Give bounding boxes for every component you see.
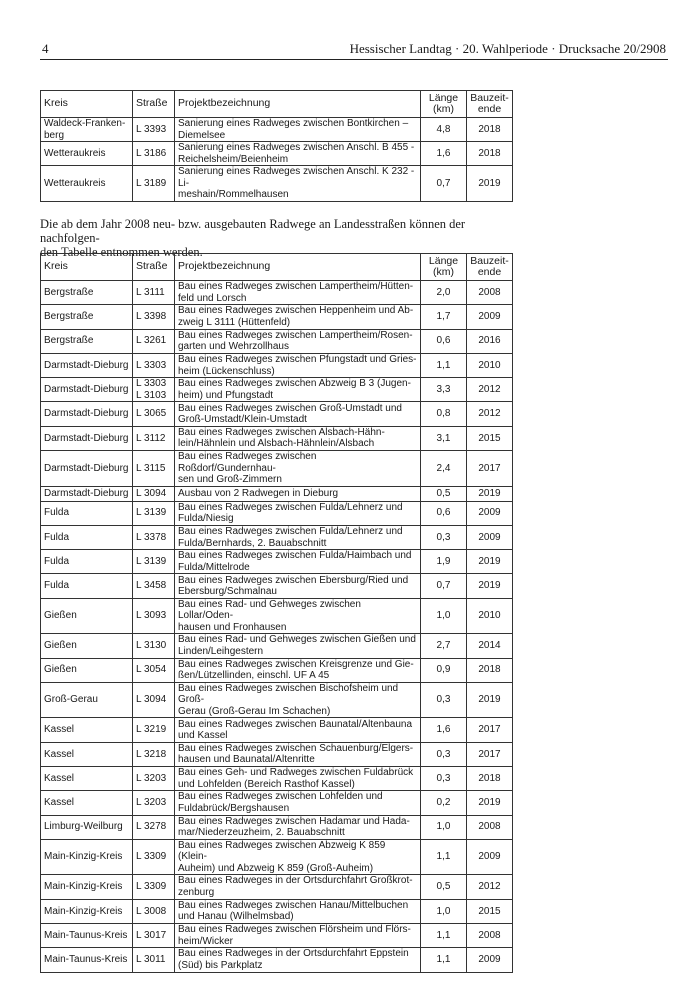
table-row xyxy=(41,574,513,598)
col-header-projekt: Projektbezeichnung xyxy=(175,91,421,118)
table-row xyxy=(41,486,513,501)
cell-strasse: L 3111 xyxy=(133,281,175,305)
cell-strasse: L 3139 xyxy=(133,501,175,525)
cell-kreis: Wetteraukreis xyxy=(41,142,133,166)
cell-projekt: Bau eines Radweges in der Ortsdurchfahrt Großkrot- zenburg xyxy=(175,875,421,899)
intro-paragraph: Die ab dem Jahr 2008 neu- bzw. ausgebauten Radwege an Landesstraßen können der nachfolgen- den Tabelle entnommen werden. xyxy=(40,217,466,259)
table-row xyxy=(41,118,513,142)
cell-strasse: L 3093 xyxy=(133,598,175,634)
cell-strasse: L 3130 xyxy=(133,634,175,658)
cell-ende: 2009 xyxy=(467,839,513,875)
cell-projekt: Bau eines Radweges zwischen Fulda/Lehnerz und Fulda/Bernhards, 2. Bauabschnitt xyxy=(175,525,421,549)
table-row xyxy=(41,682,513,718)
cell-projekt: Sanierung eines Radweges zwischen Anschl. B 455 - Reichelsheim/Beienheim xyxy=(175,142,421,166)
cell-laenge: 1,0 xyxy=(421,899,467,923)
cell-kreis: Wetteraukreis xyxy=(41,166,133,202)
table-cycle-paths-renovation xyxy=(40,90,513,202)
cell-projekt: Bau eines Radweges zwischen Pfungstadt und Gries- heim (Lückenschluss) xyxy=(175,353,421,377)
cell-ende: 2008 xyxy=(467,815,513,839)
cell-laenge: 1,0 xyxy=(421,815,467,839)
cell-projekt: Sanierung eines Radweges zwischen Bontkirchen – Diemelsee xyxy=(175,118,421,142)
cell-kreis: Gießen xyxy=(41,634,133,658)
cell-projekt: Bau eines Radweges zwischen Lohfelden und Fuldabrück/Bergshausen xyxy=(175,791,421,815)
cell-projekt: Bau eines Radweges zwischen Alsbach-Hähn- lein/Hähnlein und Alsbach-Hähnlein/Alsbach xyxy=(175,426,421,450)
cell-projekt: Bau eines Radweges zwischen Fulda/Haimbach und Fulda/Mittelrode xyxy=(175,550,421,574)
cell-laenge: 1,1 xyxy=(421,839,467,875)
cell-kreis: Main-Taunus-Kreis xyxy=(41,948,133,972)
cell-strasse: L 3261 xyxy=(133,329,175,353)
cell-projekt: Bau eines Radweges zwischen Ebersburg/Ried und Ebersburg/Schmalnau xyxy=(175,574,421,598)
cell-ende: 2015 xyxy=(467,426,513,450)
cell-ende: 2012 xyxy=(467,378,513,402)
table-row xyxy=(41,166,513,202)
cell-projekt: Bau eines Radweges zwischen Abzweig K 859 (Klein- Auheim) und Abzweig K 859 (Groß-Auheim) xyxy=(175,839,421,875)
cell-laenge: 2,4 xyxy=(421,451,467,487)
col-header-strasse: Straße xyxy=(133,91,175,118)
cell-ende: 2017 xyxy=(467,451,513,487)
table-row xyxy=(41,402,513,426)
cell-kreis: Darmstadt-Dieburg xyxy=(41,378,133,402)
cell-kreis: Waldeck-Franken-berg xyxy=(41,118,133,142)
cell-laenge: 1,1 xyxy=(421,923,467,947)
cell-laenge: 1,1 xyxy=(421,948,467,972)
cell-ende: 2019 xyxy=(467,682,513,718)
cell-laenge: 0,3 xyxy=(421,682,467,718)
cell-strasse: L 3094 xyxy=(133,682,175,718)
cell-strasse: L 3017 xyxy=(133,923,175,947)
cell-strasse: L 3309 xyxy=(133,839,175,875)
table-row xyxy=(41,305,513,329)
cell-laenge: 0,3 xyxy=(421,742,467,766)
table-row xyxy=(41,426,513,450)
table-row xyxy=(41,899,513,923)
table-row xyxy=(41,550,513,574)
table-header-row xyxy=(41,91,513,118)
table-row xyxy=(41,525,513,549)
cell-laenge: 0,5 xyxy=(421,486,467,501)
cell-strasse: L 3393 xyxy=(133,118,175,142)
cell-kreis: Bergstraße xyxy=(41,281,133,305)
cell-laenge: 0,6 xyxy=(421,501,467,525)
cell-projekt: Bau eines Radweges zwischen Lampertheim/Rosen- garten und Wehrzollhaus xyxy=(175,329,421,353)
col-header-kreis: Kreis xyxy=(41,254,133,281)
table-row xyxy=(41,766,513,790)
cell-kreis: Main-Kinzig-Kreis xyxy=(41,839,133,875)
page-number: 4 xyxy=(42,41,49,56)
col-header-kreis: Kreis xyxy=(41,91,133,118)
cell-projekt: Bau eines Radweges zwischen Hadamar und Hada- mar/Niederzeuzheim, 2. Bauabschnitt xyxy=(175,815,421,839)
cell-ende: 2009 xyxy=(467,525,513,549)
cell-ende: 2018 xyxy=(467,118,513,142)
table-row xyxy=(41,451,513,487)
cell-kreis: Kassel xyxy=(41,718,133,742)
cell-projekt: Bau eines Radweges zwischen Heppenheim und Ab- zweig L 3111 (Hüttenfeld) xyxy=(175,305,421,329)
cell-kreis: Gießen xyxy=(41,598,133,634)
cell-laenge: 1,0 xyxy=(421,598,467,634)
cell-strasse: L 3378 xyxy=(133,525,175,549)
cell-projekt: Bau eines Radweges zwischen Hanau/Mittelbuchen und Hanau (Wilhelmsbad) xyxy=(175,899,421,923)
cell-projekt: Bau eines Radweges zwischen Baunatal/Altenbauna und Kassel xyxy=(175,718,421,742)
cell-kreis: Kassel xyxy=(41,742,133,766)
table-row xyxy=(41,281,513,305)
table-row xyxy=(41,634,513,658)
cell-laenge: 0,5 xyxy=(421,875,467,899)
cell-laenge: 0,9 xyxy=(421,658,467,682)
cell-kreis: Fulda xyxy=(41,501,133,525)
cell-projekt: Bau eines Radweges zwischen Roßdorf/Gundernhau- sen und Groß-Zimmern xyxy=(175,451,421,487)
cell-ende: 2018 xyxy=(467,142,513,166)
table-row xyxy=(41,742,513,766)
cell-kreis: Darmstadt-Dieburg xyxy=(41,451,133,487)
cell-strasse: L 3139 xyxy=(133,550,175,574)
table-header-row xyxy=(41,254,513,281)
cell-strasse: L 3011 xyxy=(133,948,175,972)
cell-strasse: L 3094 xyxy=(133,486,175,501)
cell-strasse: L 3458 xyxy=(133,574,175,598)
table-row xyxy=(41,923,513,947)
cell-strasse: L 3303 L 3103 xyxy=(133,378,175,402)
table-row xyxy=(41,815,513,839)
cell-strasse: L 3309 xyxy=(133,875,175,899)
cell-laenge: 0,3 xyxy=(421,766,467,790)
cell-projekt: Ausbau von 2 Radwegen in Dieburg xyxy=(175,486,421,501)
cell-kreis: Main-Taunus-Kreis xyxy=(41,923,133,947)
cell-projekt: Bau eines Radweges zwischen Flörsheim und Flörs- heim/Wicker xyxy=(175,923,421,947)
cell-ende: 2017 xyxy=(467,742,513,766)
cell-ende: 2012 xyxy=(467,402,513,426)
cell-strasse: L 3278 xyxy=(133,815,175,839)
cell-strasse: L 3219 xyxy=(133,718,175,742)
cell-ende: 2008 xyxy=(467,923,513,947)
table-row xyxy=(41,791,513,815)
cell-ende: 2019 xyxy=(467,166,513,202)
cell-strasse: L 3303 xyxy=(133,353,175,377)
cell-kreis: Darmstadt-Dieburg xyxy=(41,402,133,426)
table-row xyxy=(41,658,513,682)
cell-ende: 2008 xyxy=(467,281,513,305)
table-row xyxy=(41,598,513,634)
cell-laenge: 0,6 xyxy=(421,329,467,353)
cell-ende: 2014 xyxy=(467,634,513,658)
cell-kreis: Fulda xyxy=(41,574,133,598)
cell-strasse: L 3186 xyxy=(133,142,175,166)
col-header-projekt: Projektbezeichnung xyxy=(175,254,421,281)
table-row xyxy=(41,378,513,402)
cell-strasse: L 3203 xyxy=(133,766,175,790)
cell-laenge: 1,1 xyxy=(421,353,467,377)
table-row xyxy=(41,142,513,166)
cell-kreis: Bergstraße xyxy=(41,329,133,353)
cell-laenge: 0,3 xyxy=(421,525,467,549)
cell-ende: 2019 xyxy=(467,791,513,815)
cell-ende: 2017 xyxy=(467,718,513,742)
cell-ende: 2009 xyxy=(467,501,513,525)
cell-projekt: Bau eines Radweges zwischen Bischofsheim und Groß- Gerau (Groß-Gerau Im Schachen) xyxy=(175,682,421,718)
cell-laenge: 0,8 xyxy=(421,402,467,426)
table-row xyxy=(41,839,513,875)
col-header-ende: Bauzeit-ende xyxy=(467,91,513,118)
cell-laenge: 0,7 xyxy=(421,166,467,202)
cell-strasse: L 3054 xyxy=(133,658,175,682)
table-row xyxy=(41,948,513,972)
cell-laenge: 2,0 xyxy=(421,281,467,305)
cell-strasse: L 3203 xyxy=(133,791,175,815)
cell-laenge: 1,6 xyxy=(421,718,467,742)
col-header-laenge: Länge (km) xyxy=(421,254,467,281)
cell-laenge: 1,9 xyxy=(421,550,467,574)
table-cycle-paths-new xyxy=(40,253,513,973)
cell-ende: 2018 xyxy=(467,766,513,790)
page-header xyxy=(40,41,668,60)
cell-strasse: L 3065 xyxy=(133,402,175,426)
cell-kreis: Darmstadt-Dieburg xyxy=(41,426,133,450)
cell-laenge: 1,7 xyxy=(421,305,467,329)
cell-kreis: Darmstadt-Dieburg xyxy=(41,353,133,377)
cell-ende: 2019 xyxy=(467,486,513,501)
cell-ende: 2019 xyxy=(467,550,513,574)
col-header-ende: Bauzeit-ende xyxy=(467,254,513,281)
cell-kreis: Gießen xyxy=(41,658,133,682)
cell-laenge: 0,7 xyxy=(421,574,467,598)
cell-kreis: Fulda xyxy=(41,550,133,574)
cell-projekt: Bau eines Radweges in der Ortsdurchfahrt Eppstein (Süd) bis Parkplatz xyxy=(175,948,421,972)
cell-laenge: 1,6 xyxy=(421,142,467,166)
cell-ende: 2019 xyxy=(467,574,513,598)
cell-projekt: Bau eines Rad- und Gehweges zwischen Gießen und Linden/Leihgestern xyxy=(175,634,421,658)
cell-projekt: Bau eines Radweges zwischen Kreisgrenze und Gie- ßen/Lützellinden, einschl. UF A 45 xyxy=(175,658,421,682)
cell-ende: 2016 xyxy=(467,329,513,353)
cell-projekt: Bau eines Rad- und Gehweges zwischen Lollar/Oden- hausen und Fronhausen xyxy=(175,598,421,634)
cell-kreis: Bergstraße xyxy=(41,305,133,329)
cell-strasse: L 3218 xyxy=(133,742,175,766)
cell-laenge: 4,8 xyxy=(421,118,467,142)
cell-laenge: 0,2 xyxy=(421,791,467,815)
cell-ende: 2015 xyxy=(467,899,513,923)
cell-strasse: L 3115 xyxy=(133,451,175,487)
col-header-laenge: Länge (km) xyxy=(421,91,467,118)
cell-kreis: Kassel xyxy=(41,791,133,815)
table-row xyxy=(41,718,513,742)
cell-strasse: L 3112 xyxy=(133,426,175,450)
cell-kreis: Fulda xyxy=(41,525,133,549)
cell-laenge: 2,7 xyxy=(421,634,467,658)
table-row xyxy=(41,875,513,899)
cell-projekt: Bau eines Radweges zwischen Schauenburg/Elgers- hausen und Baunatal/Altenritte xyxy=(175,742,421,766)
cell-strasse: L 3189 xyxy=(133,166,175,202)
cell-kreis: Main-Kinzig-Kreis xyxy=(41,875,133,899)
cell-projekt: Bau eines Geh- und Radweges zwischen Fuldabrück und Lohfelden (Bereich Rasthof Kassel) xyxy=(175,766,421,790)
cell-kreis: Main-Kinzig-Kreis xyxy=(41,899,133,923)
cell-projekt: Bau eines Radweges zwischen Groß-Umstadt und Groß-Umstadt/Klein-Umstadt xyxy=(175,402,421,426)
cell-projekt: Sanierung eines Radweges zwischen Anschl. K 232 - Li- meshain/Rommelhausen xyxy=(175,166,421,202)
document-reference: Hessischer Landtag · 20. Wahlperiode · Drucksache 20/2908 xyxy=(349,41,666,56)
cell-strasse: L 3398 xyxy=(133,305,175,329)
cell-laenge: 3,3 xyxy=(421,378,467,402)
cell-ende: 2012 xyxy=(467,875,513,899)
cell-ende: 2009 xyxy=(467,948,513,972)
col-header-strasse: Straße xyxy=(133,254,175,281)
table-row xyxy=(41,353,513,377)
cell-ende: 2010 xyxy=(467,353,513,377)
cell-strasse: L 3008 xyxy=(133,899,175,923)
cell-kreis: Kassel xyxy=(41,766,133,790)
cell-kreis: Limburg-Weilburg xyxy=(41,815,133,839)
cell-laenge: 3,1 xyxy=(421,426,467,450)
cell-kreis: Groß-Gerau xyxy=(41,682,133,718)
table-row xyxy=(41,329,513,353)
cell-ende: 2018 xyxy=(467,658,513,682)
cell-projekt: Bau eines Radweges zwischen Lampertheim/Hütten- feld und Lorsch xyxy=(175,281,421,305)
cell-projekt: Bau eines Radweges zwischen Fulda/Lehnerz und Fulda/Niesig xyxy=(175,501,421,525)
cell-kreis: Darmstadt-Dieburg xyxy=(41,486,133,501)
cell-projekt: Bau eines Radweges zwischen Abzweig B 3 (Jugen- heim) und Pfungstadt xyxy=(175,378,421,402)
cell-ende: 2010 xyxy=(467,598,513,634)
cell-ende: 2009 xyxy=(467,305,513,329)
table-row xyxy=(41,501,513,525)
